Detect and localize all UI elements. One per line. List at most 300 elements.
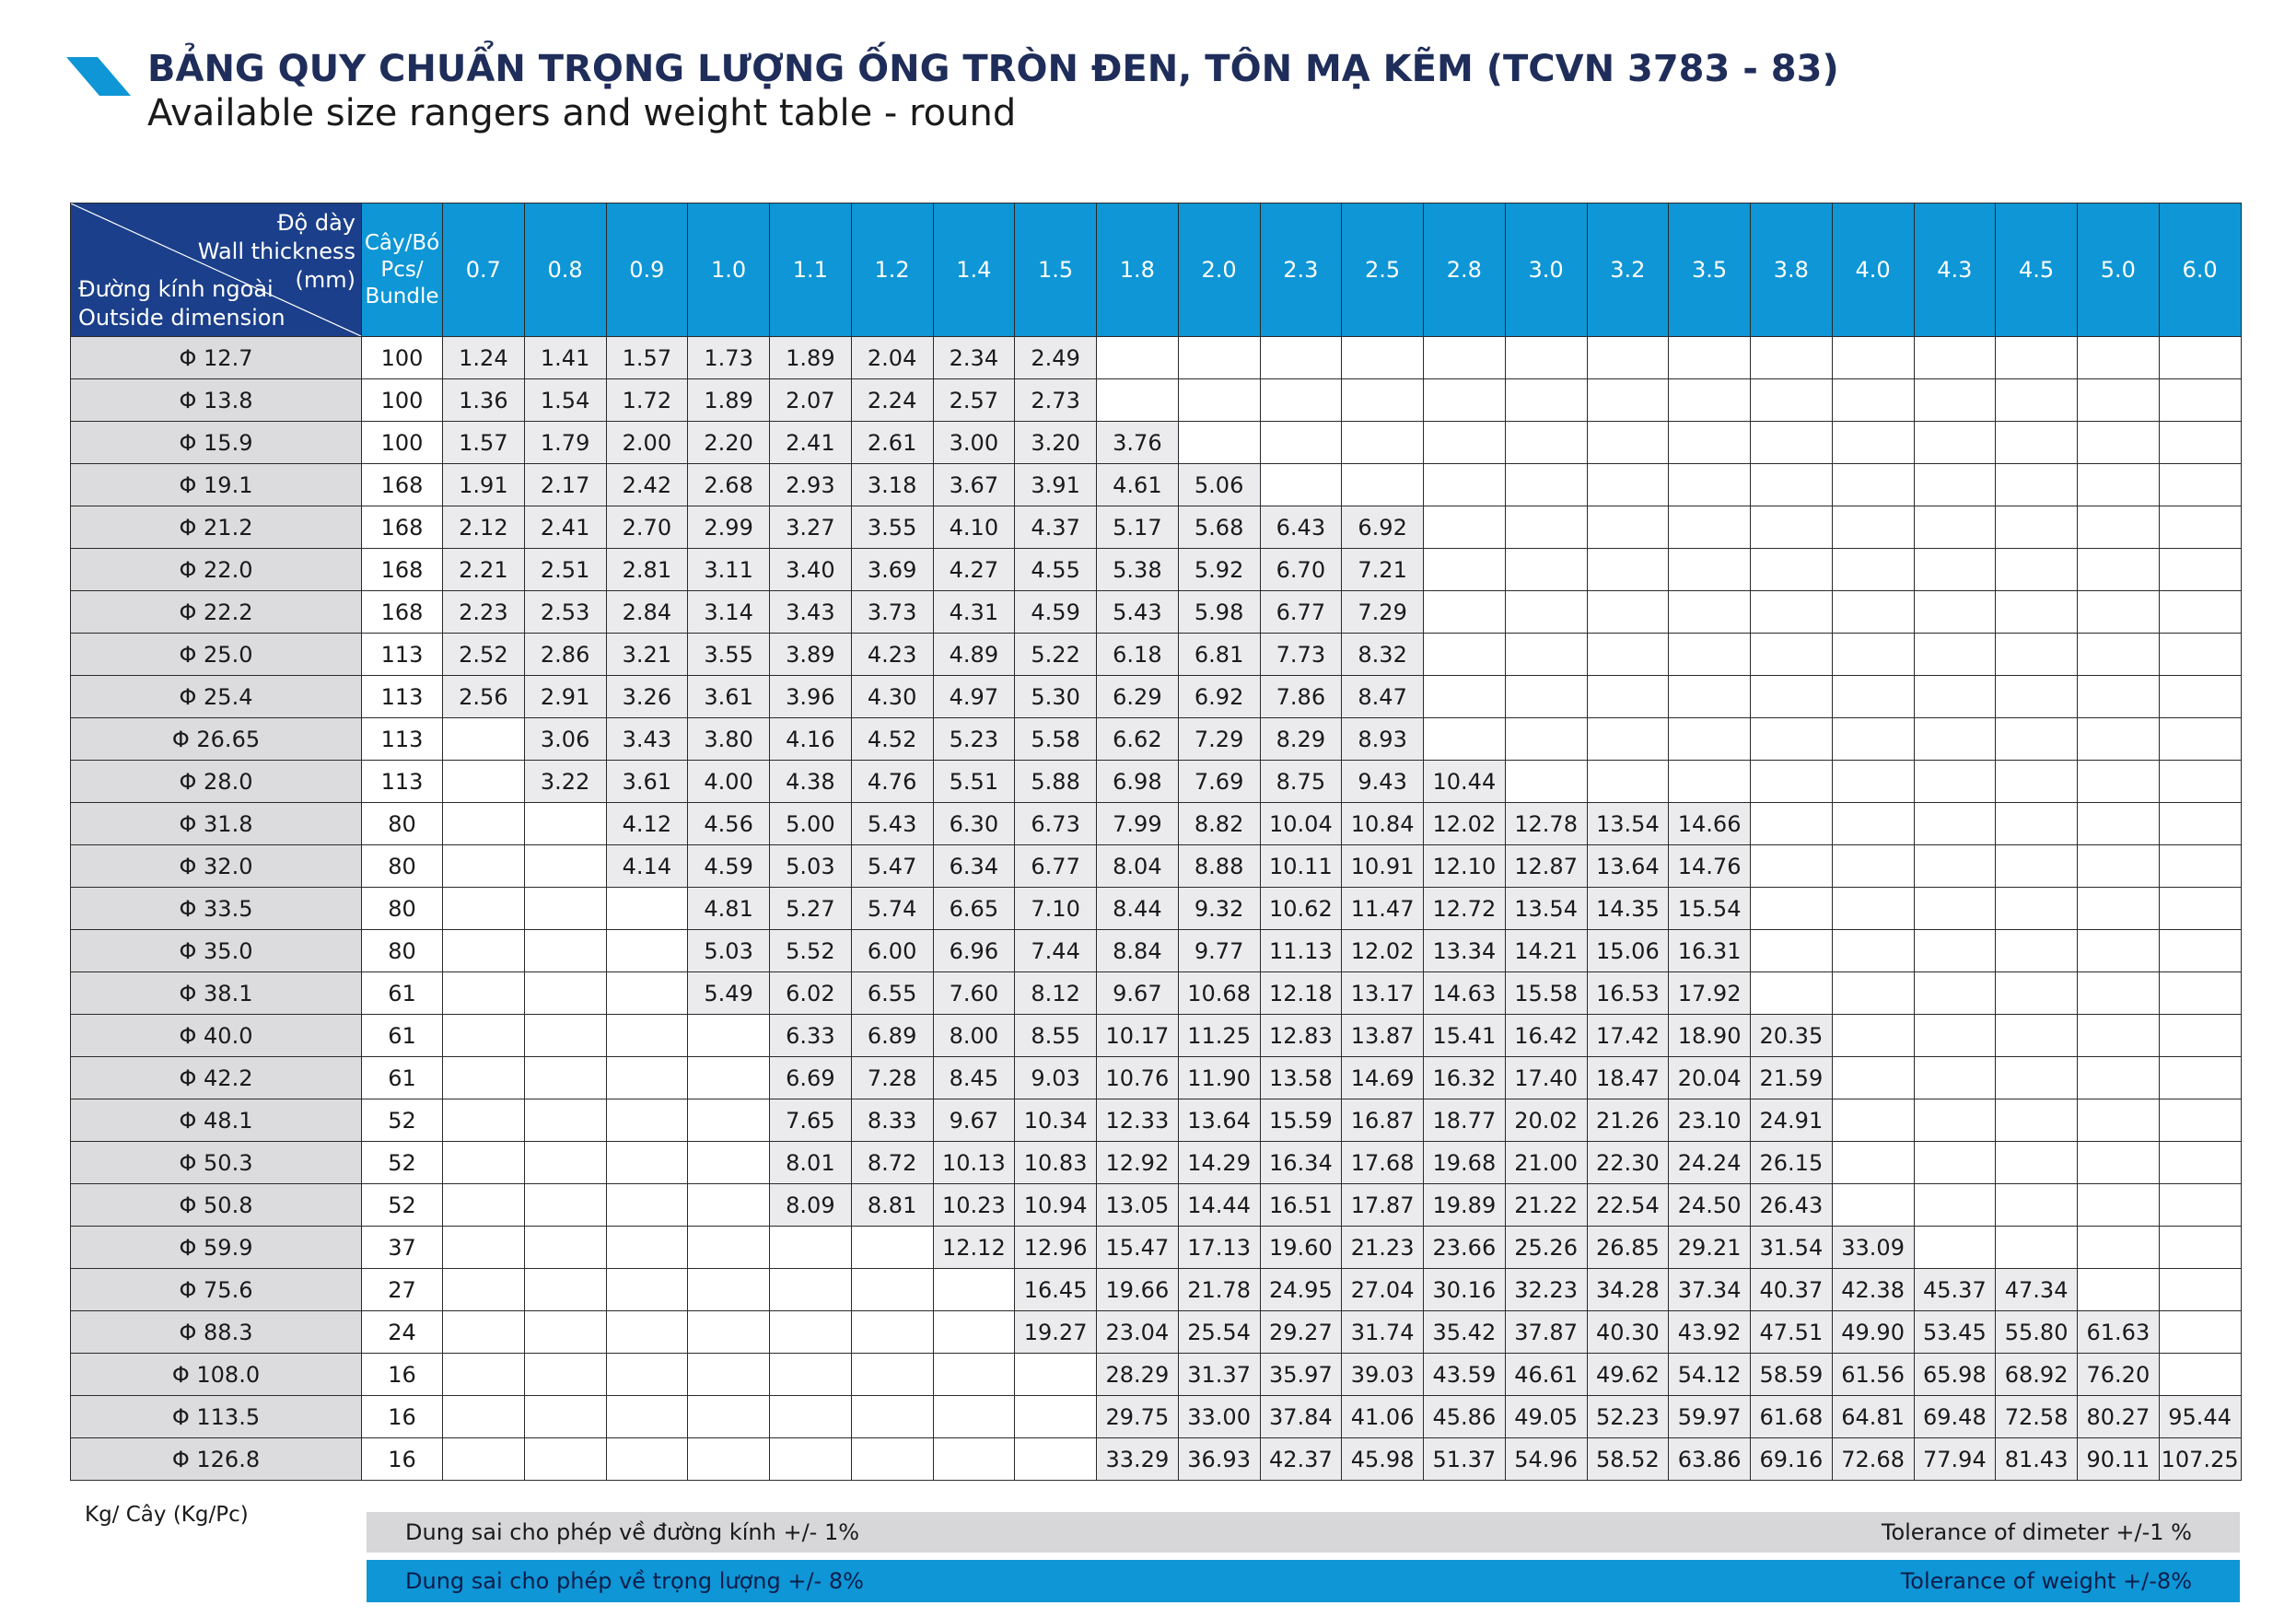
weight-cell: 19.27 xyxy=(1015,1311,1097,1354)
weight-cell: 77.94 xyxy=(1914,1438,1996,1481)
weight-cell: 54.12 xyxy=(1669,1354,1751,1396)
weight-cell: 43.59 xyxy=(1424,1354,1506,1396)
empty-cell xyxy=(933,1438,1015,1481)
empty-cell xyxy=(1751,506,1833,549)
weight-cell: 3.67 xyxy=(933,464,1015,506)
weight-cell: 2.86 xyxy=(524,634,606,676)
weight-cell: 8.01 xyxy=(770,1142,852,1184)
empty-cell xyxy=(443,930,525,972)
empty-cell xyxy=(1914,1099,1996,1142)
table-row xyxy=(71,464,2242,506)
weight-cell: 8.72 xyxy=(851,1142,933,1184)
bundle-label-bundle: Bundle xyxy=(365,284,439,308)
weight-cell: 2.99 xyxy=(688,506,770,549)
diameter-cell: Φ 31.8 xyxy=(71,803,362,845)
empty-cell xyxy=(851,1227,933,1269)
empty-cell xyxy=(1342,422,1424,464)
weight-cell: 19.89 xyxy=(1424,1184,1506,1227)
empty-cell xyxy=(1914,888,1996,930)
empty-cell xyxy=(1996,379,2078,422)
empty-cell xyxy=(2159,1099,2241,1142)
empty-cell xyxy=(1669,337,1751,379)
table-row xyxy=(71,634,2242,676)
empty-cell xyxy=(1669,549,1751,591)
empty-cell xyxy=(1996,1015,2078,1057)
empty-cell xyxy=(1015,1354,1097,1396)
pcs-per-bundle-cell: 16 xyxy=(362,1354,443,1396)
empty-cell xyxy=(606,1015,688,1057)
weight-cell: 4.00 xyxy=(688,761,770,803)
diameter-cell: Φ 25.0 xyxy=(71,634,362,676)
weight-cell: 42.38 xyxy=(1832,1269,1914,1311)
weight-cell: 1.24 xyxy=(443,337,525,379)
empty-cell xyxy=(1424,591,1506,634)
weight-cell: 10.62 xyxy=(1260,888,1342,930)
weight-cell: 8.93 xyxy=(1342,718,1424,761)
weight-cell: 10.23 xyxy=(933,1184,1015,1227)
empty-cell xyxy=(1914,1184,1996,1227)
empty-cell xyxy=(1505,761,1587,803)
empty-cell xyxy=(2078,718,2160,761)
weight-cell: 13.54 xyxy=(1587,803,1669,845)
weight-cell: 4.55 xyxy=(1015,549,1097,591)
thickness-header-5-0: 5.0 xyxy=(2078,204,2160,337)
empty-cell xyxy=(1914,761,1996,803)
weight-cell: 10.17 xyxy=(1097,1015,1179,1057)
weight-cell: 45.86 xyxy=(1424,1396,1506,1438)
weight-cell: 4.76 xyxy=(851,761,933,803)
empty-cell xyxy=(524,1142,606,1184)
weight-cell: 6.00 xyxy=(851,930,933,972)
empty-cell xyxy=(2159,506,2241,549)
empty-cell xyxy=(443,1142,525,1184)
weight-cell: 15.47 xyxy=(1097,1227,1179,1269)
pcs-per-bundle-cell: 37 xyxy=(362,1227,443,1269)
weight-cell: 10.83 xyxy=(1015,1142,1097,1184)
weight-cell: 8.47 xyxy=(1342,676,1424,718)
thickness-header-0-8: 0.8 xyxy=(524,204,606,337)
empty-cell xyxy=(1996,803,2078,845)
weight-cell: 3.55 xyxy=(688,634,770,676)
weight-cell: 21.59 xyxy=(1751,1057,1833,1099)
diameter-cell: Φ 15.9 xyxy=(71,422,362,464)
weight-cell: 23.04 xyxy=(1097,1311,1179,1354)
empty-cell xyxy=(1260,379,1342,422)
empty-cell xyxy=(2159,1142,2241,1184)
weight-cell: 3.89 xyxy=(770,634,852,676)
weight-cell: 3.69 xyxy=(851,549,933,591)
empty-cell xyxy=(1914,1057,1996,1099)
diameter-cell: Φ 22.2 xyxy=(71,591,362,634)
weight-cell: 18.47 xyxy=(1587,1057,1669,1099)
weight-cell: 61.56 xyxy=(1832,1354,1914,1396)
empty-cell xyxy=(524,1396,606,1438)
empty-cell xyxy=(1424,337,1506,379)
empty-cell xyxy=(770,1269,852,1311)
weight-cell: 40.30 xyxy=(1587,1311,1669,1354)
empty-cell xyxy=(2078,506,2160,549)
table-row xyxy=(71,1311,2242,1354)
empty-cell xyxy=(1260,464,1342,506)
thickness-header-2-5: 2.5 xyxy=(1342,204,1424,337)
empty-cell xyxy=(1587,718,1669,761)
weight-cell: 17.87 xyxy=(1342,1184,1424,1227)
empty-cell xyxy=(443,718,525,761)
pcs-per-bundle-cell: 100 xyxy=(362,422,443,464)
thickness-header-3-0: 3.0 xyxy=(1505,204,1587,337)
tolerance-weight-vn: Dung sai cho phép về trọng lượng +/- 8% xyxy=(405,1568,864,1594)
empty-cell xyxy=(1914,1015,1996,1057)
weight-cell: 107.25 xyxy=(2159,1438,2241,1481)
weight-cell: 7.10 xyxy=(1015,888,1097,930)
empty-cell xyxy=(688,1396,770,1438)
empty-cell xyxy=(524,1311,606,1354)
empty-cell xyxy=(2159,718,2241,761)
weight-cell: 1.73 xyxy=(688,337,770,379)
empty-cell xyxy=(1996,930,2078,972)
empty-cell xyxy=(688,1354,770,1396)
empty-cell xyxy=(1751,337,1833,379)
weight-cell: 1.79 xyxy=(524,422,606,464)
empty-cell xyxy=(1424,379,1506,422)
weight-cell: 6.30 xyxy=(933,803,1015,845)
weight-cell: 37.34 xyxy=(1669,1269,1751,1311)
empty-cell xyxy=(524,803,606,845)
weight-cell: 5.74 xyxy=(851,888,933,930)
empty-cell xyxy=(1914,634,1996,676)
diameter-cell: Φ 88.3 xyxy=(71,1311,362,1354)
weight-cell: 24.95 xyxy=(1260,1269,1342,1311)
diameter-cell: Φ 19.1 xyxy=(71,464,362,506)
weight-cell: 2.56 xyxy=(443,676,525,718)
tolerance-diameter-vn: Dung sai cho phép về đường kính +/- 1% xyxy=(405,1519,860,1545)
weight-cell: 2.07 xyxy=(770,379,852,422)
empty-cell xyxy=(1342,379,1424,422)
weight-cell: 9.67 xyxy=(933,1099,1015,1142)
empty-cell xyxy=(1832,761,1914,803)
empty-cell xyxy=(1751,464,1833,506)
pcs-per-bundle-cell: 168 xyxy=(362,591,443,634)
weight-cell: 4.59 xyxy=(1015,591,1097,634)
weight-cell: 12.12 xyxy=(933,1227,1015,1269)
weight-cell: 3.61 xyxy=(606,761,688,803)
weight-cell: 1.36 xyxy=(443,379,525,422)
weight-cell: 2.52 xyxy=(443,634,525,676)
empty-cell xyxy=(2159,549,2241,591)
weight-cell: 15.54 xyxy=(1669,888,1751,930)
weight-cell: 16.53 xyxy=(1587,972,1669,1015)
header-row xyxy=(71,204,2242,337)
empty-cell xyxy=(2159,1184,2241,1227)
weight-cell: 4.38 xyxy=(770,761,852,803)
empty-cell xyxy=(1996,464,2078,506)
weight-cell: 29.27 xyxy=(1260,1311,1342,1354)
empty-cell xyxy=(1832,1015,1914,1057)
weight-cell: 10.68 xyxy=(1178,972,1260,1015)
empty-cell xyxy=(1751,379,1833,422)
empty-cell xyxy=(2078,1269,2160,1311)
empty-cell xyxy=(1914,718,1996,761)
weight-cell: 5.27 xyxy=(770,888,852,930)
weight-cell: 5.68 xyxy=(1178,506,1260,549)
weight-cell: 12.78 xyxy=(1505,803,1587,845)
weight-cell: 21.26 xyxy=(1587,1099,1669,1142)
weight-cell: 5.49 xyxy=(688,972,770,1015)
weight-cell: 7.69 xyxy=(1178,761,1260,803)
page-subtitle: Available size rangers and weight table - round xyxy=(147,92,1017,134)
table-row xyxy=(71,676,2242,718)
weight-cell: 3.14 xyxy=(688,591,770,634)
empty-cell xyxy=(2159,591,2241,634)
weight-cell: 20.02 xyxy=(1505,1099,1587,1142)
empty-cell xyxy=(524,1438,606,1481)
page-title: BẢNG QUY CHUẨN TRỌNG LƯỢNG ỐNG TRÒN ĐEN, TÔN MẠ KẼM (TCVN 3783 - 83) xyxy=(147,48,1839,90)
weight-cell: 5.43 xyxy=(1097,591,1179,634)
weight-cell: 4.10 xyxy=(933,506,1015,549)
weight-cell: 6.73 xyxy=(1015,803,1097,845)
empty-cell xyxy=(1751,888,1833,930)
empty-cell xyxy=(1505,379,1587,422)
empty-cell xyxy=(524,1269,606,1311)
weight-cell: 16.42 xyxy=(1505,1015,1587,1057)
diameter-cell: Φ 50.8 xyxy=(71,1184,362,1227)
weight-cell: 10.04 xyxy=(1260,803,1342,845)
weight-cell: 31.74 xyxy=(1342,1311,1424,1354)
empty-cell xyxy=(443,888,525,930)
diameter-cell: Φ 25.4 xyxy=(71,676,362,718)
weight-cell: 1.72 xyxy=(606,379,688,422)
diameter-cell: Φ 21.2 xyxy=(71,506,362,549)
weight-cell: 4.12 xyxy=(606,803,688,845)
empty-cell xyxy=(443,1099,525,1142)
weight-cell: 1.54 xyxy=(524,379,606,422)
empty-cell xyxy=(2078,972,2160,1015)
empty-cell xyxy=(1342,337,1424,379)
diameter-label-en: Outside dimension xyxy=(78,305,286,331)
empty-cell xyxy=(1505,464,1587,506)
weight-cell: 6.81 xyxy=(1178,634,1260,676)
empty-cell xyxy=(1097,379,1179,422)
thickness-header-3-8: 3.8 xyxy=(1751,204,1833,337)
weight-cell: 3.20 xyxy=(1015,422,1097,464)
weight-cell: 12.02 xyxy=(1424,803,1506,845)
weight-cell: 58.59 xyxy=(1751,1354,1833,1396)
weight-cell: 8.29 xyxy=(1260,718,1342,761)
weight-cell: 72.58 xyxy=(1996,1396,2078,1438)
empty-cell xyxy=(770,1311,852,1354)
empty-cell xyxy=(1832,1184,1914,1227)
weight-cell: 36.93 xyxy=(1178,1438,1260,1481)
empty-cell xyxy=(933,1396,1015,1438)
weight-cell: 1.57 xyxy=(606,337,688,379)
empty-cell xyxy=(443,1311,525,1354)
empty-cell xyxy=(1996,972,2078,1015)
thickness-header-1-5: 1.5 xyxy=(1015,204,1097,337)
weight-cell: 2.68 xyxy=(688,464,770,506)
table-row xyxy=(71,379,2242,422)
empty-cell xyxy=(2078,549,2160,591)
weight-cell: 42.37 xyxy=(1260,1438,1342,1481)
empty-cell xyxy=(770,1227,852,1269)
empty-cell xyxy=(443,1396,525,1438)
empty-cell xyxy=(1587,761,1669,803)
pcs-per-bundle-cell: 24 xyxy=(362,1311,443,1354)
weight-cell: 8.82 xyxy=(1178,803,1260,845)
weight-cell: 4.27 xyxy=(933,549,1015,591)
weight-cell: 81.43 xyxy=(1996,1438,2078,1481)
weight-cell: 8.12 xyxy=(1015,972,1097,1015)
weight-cell: 2.34 xyxy=(933,337,1015,379)
diameter-header-label xyxy=(78,275,286,332)
empty-cell xyxy=(1669,634,1751,676)
pcs-per-bundle-cell: 27 xyxy=(362,1269,443,1311)
table-row xyxy=(71,1057,2242,1099)
empty-cell xyxy=(1914,845,1996,888)
empty-cell xyxy=(1996,1099,2078,1142)
weight-cell: 8.81 xyxy=(851,1184,933,1227)
diameter-cell: Φ 108.0 xyxy=(71,1354,362,1396)
weight-cell: 3.73 xyxy=(851,591,933,634)
empty-cell xyxy=(1587,549,1669,591)
weight-cell: 34.28 xyxy=(1587,1269,1669,1311)
empty-cell xyxy=(524,845,606,888)
weight-cell: 13.05 xyxy=(1097,1184,1179,1227)
empty-cell xyxy=(1832,1142,1914,1184)
table-row xyxy=(71,930,2242,972)
empty-cell xyxy=(606,972,688,1015)
table-header xyxy=(71,204,2242,337)
empty-cell xyxy=(1751,845,1833,888)
empty-cell xyxy=(2159,676,2241,718)
weight-table xyxy=(70,203,2242,1481)
weight-cell: 2.00 xyxy=(606,422,688,464)
empty-cell xyxy=(443,1015,525,1057)
empty-cell xyxy=(606,1354,688,1396)
weight-cell: 8.04 xyxy=(1097,845,1179,888)
empty-cell xyxy=(1914,1227,1996,1269)
weight-cell: 3.22 xyxy=(524,761,606,803)
weight-cell: 17.40 xyxy=(1505,1057,1587,1099)
empty-cell xyxy=(524,1354,606,1396)
weight-cell: 4.14 xyxy=(606,845,688,888)
diameter-cell: Φ 40.0 xyxy=(71,1015,362,1057)
weight-cell: 63.86 xyxy=(1669,1438,1751,1481)
thickness-header-1-0: 1.0 xyxy=(688,204,770,337)
diameter-cell: Φ 50.3 xyxy=(71,1142,362,1184)
weight-cell: 8.55 xyxy=(1015,1015,1097,1057)
empty-cell xyxy=(2078,1227,2160,1269)
weight-cell: 7.21 xyxy=(1342,549,1424,591)
weight-cell: 21.78 xyxy=(1178,1269,1260,1311)
weight-cell: 6.33 xyxy=(770,1015,852,1057)
weight-cell: 9.32 xyxy=(1178,888,1260,930)
weight-cell: 8.09 xyxy=(770,1184,852,1227)
weight-cell: 72.68 xyxy=(1832,1438,1914,1481)
diameter-cell: Φ 126.8 xyxy=(71,1438,362,1481)
weight-cell: 19.68 xyxy=(1424,1142,1506,1184)
weight-cell: 3.40 xyxy=(770,549,852,591)
weight-cell: 9.43 xyxy=(1342,761,1424,803)
weight-cell: 8.75 xyxy=(1260,761,1342,803)
table-row xyxy=(71,1227,2242,1269)
thickness-header-6-0: 6.0 xyxy=(2159,204,2241,337)
empty-cell xyxy=(1097,337,1179,379)
empty-cell xyxy=(1832,676,1914,718)
empty-cell xyxy=(524,888,606,930)
weight-cell: 18.90 xyxy=(1669,1015,1751,1057)
empty-cell xyxy=(688,1015,770,1057)
weight-cell: 15.59 xyxy=(1260,1099,1342,1142)
weight-cell: 2.12 xyxy=(443,506,525,549)
empty-cell xyxy=(770,1354,852,1396)
empty-cell xyxy=(443,803,525,845)
weight-cell: 55.80 xyxy=(1996,1311,2078,1354)
weight-cell: 24.91 xyxy=(1751,1099,1833,1142)
weight-cell: 2.21 xyxy=(443,549,525,591)
empty-cell xyxy=(1587,379,1669,422)
empty-cell xyxy=(1914,379,1996,422)
weight-cell: 13.34 xyxy=(1424,930,1506,972)
weight-cell: 43.92 xyxy=(1669,1311,1751,1354)
thickness-header-1-4: 1.4 xyxy=(933,204,1015,337)
weight-cell: 6.55 xyxy=(851,972,933,1015)
weight-cell: 8.32 xyxy=(1342,634,1424,676)
weight-cell: 59.97 xyxy=(1669,1396,1751,1438)
empty-cell xyxy=(606,1269,688,1311)
weight-cell: 16.32 xyxy=(1424,1057,1506,1099)
empty-cell xyxy=(1914,422,1996,464)
weight-cell: 15.58 xyxy=(1505,972,1587,1015)
empty-cell xyxy=(606,1142,688,1184)
weight-cell: 8.45 xyxy=(933,1057,1015,1099)
weight-cell: 6.89 xyxy=(851,1015,933,1057)
weight-cell: 6.92 xyxy=(1342,506,1424,549)
weight-cell: 35.42 xyxy=(1424,1311,1506,1354)
empty-cell xyxy=(933,1269,1015,1311)
weight-cell: 29.21 xyxy=(1669,1227,1751,1269)
weight-cell: 69.48 xyxy=(1914,1396,1996,1438)
weight-cell: 7.28 xyxy=(851,1057,933,1099)
weight-cell: 4.52 xyxy=(851,718,933,761)
empty-cell xyxy=(688,1311,770,1354)
empty-cell xyxy=(1914,676,1996,718)
pcs-per-bundle-cell: 52 xyxy=(362,1099,443,1142)
weight-cell: 6.18 xyxy=(1097,634,1179,676)
weight-cell: 10.11 xyxy=(1260,845,1342,888)
weight-cell: 4.31 xyxy=(933,591,1015,634)
weight-cell: 2.24 xyxy=(851,379,933,422)
pcs-per-bundle-cell: 52 xyxy=(362,1142,443,1184)
weight-cell: 58.52 xyxy=(1587,1438,1669,1481)
weight-cell: 16.87 xyxy=(1342,1099,1424,1142)
weight-cell: 4.16 xyxy=(770,718,852,761)
empty-cell xyxy=(1015,1438,1097,1481)
weight-cell: 12.83 xyxy=(1260,1015,1342,1057)
thickness-header-4-3: 4.3 xyxy=(1914,204,1996,337)
empty-cell xyxy=(1669,422,1751,464)
empty-cell xyxy=(1996,591,2078,634)
empty-cell xyxy=(1832,888,1914,930)
empty-cell xyxy=(2078,464,2160,506)
weight-cell: 20.35 xyxy=(1751,1015,1833,1057)
weight-cell: 10.94 xyxy=(1015,1184,1097,1227)
weight-cell: 3.11 xyxy=(688,549,770,591)
empty-cell xyxy=(1914,930,1996,972)
weight-cell: 16.31 xyxy=(1669,930,1751,972)
empty-cell xyxy=(1832,591,1914,634)
empty-cell xyxy=(2159,422,2241,464)
pcs-per-bundle-cell: 80 xyxy=(362,930,443,972)
